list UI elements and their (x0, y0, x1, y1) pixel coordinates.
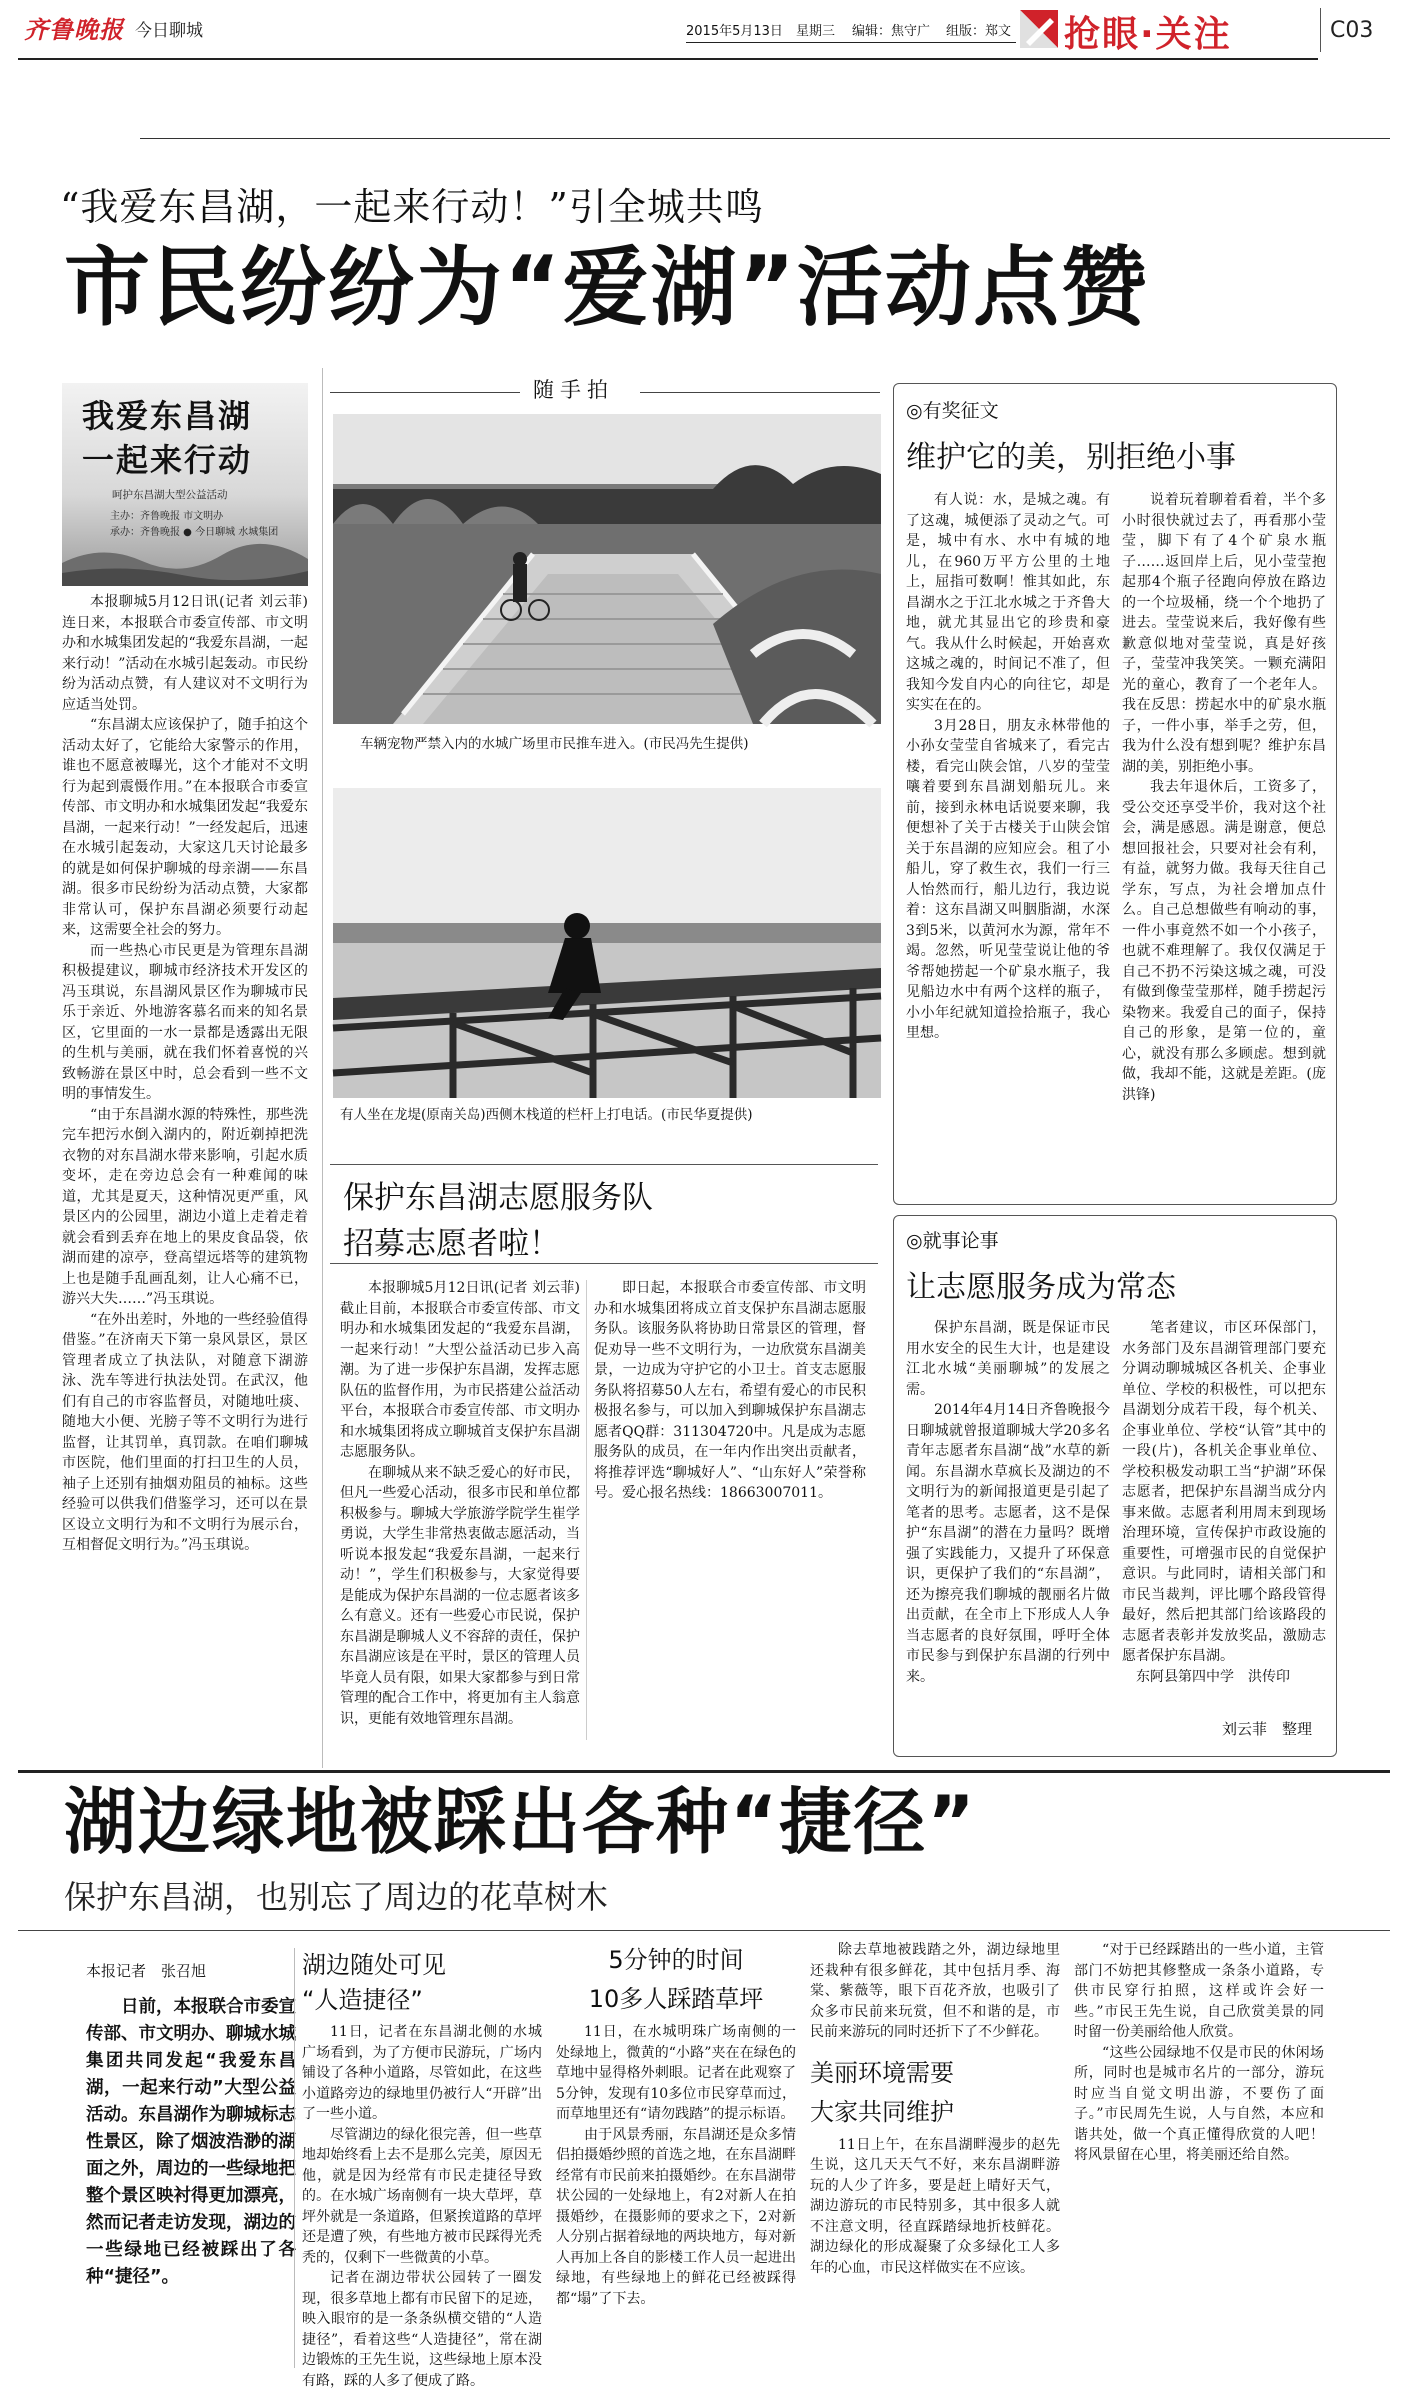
lead-paragraph: “东昌湖太应该保护了，随手拍这个活动太好了，它能给大家警示的作用，谁也不愿意被曝光，这个才能对不文明行为起到震慑作用。”在本报联合市委宣传部、市文明办和水城集团发起“我爱东昌湖，一起来行动！”一经发起后，迅速在水城引起轰动，大家这几天讨论最多的就是如何保护聊城的母亲湖——东昌湖。很多市民纷纷为活动点赞，大家都非常认可，保护东昌湖必须要行动起来，这需要全社会的努力。 (62, 717, 308, 938)
masthead-layout: 组版：郑文 (946, 24, 1012, 39)
essay2-paragraph: 保护东昌湖，既是保证市民用水安全的民生大计，也是建设江北水城“美丽聊城”的发展之需。 (906, 1320, 1110, 1398)
second-byline: 本报记者 张召旭 (86, 1962, 207, 1980)
volunteer-paragraph: 本报聊城5月12日讯(记者 刘云菲) 截止目前，本报联合市委宣传部、市文明办和水城集团发起的“我爱东昌湖，一起来行动！”大型公益活动已步入高潮。为了进一步保护东昌湖，发挥志愿队伍的监督作用，为市民搭建公益活动平台，本报联合市委宣传部、市文明办和水城集团将成立聊城首支保护东昌湖志愿服务队。 (340, 1280, 580, 1460)
second-subhead: 保护东昌湖，也别忘了周边的花草树木 (64, 1878, 609, 1916)
poster-line2: 一起来行动 (82, 441, 253, 479)
photos-header: 随手拍 (533, 378, 614, 402)
essay1-paragraph: 说着玩着聊着看着，半个多小时很快就过去了，再看那小莹莹，脚下有了4个矿泉水瓶子……返回岸上后，见小莹莹抱起那4个瓶子径跑向停放在路边的一个垃圾桶，绕一个个地扔了进去。莹莹说来后，我好像有些歉意似地对莹莹说，真是好孩子，莹莹冲我笑笑。一颗充满阳光的童心，教育了一个老年人。我在反思：捞起水中的矿泉水瓶子，一件小事，举手之劳，但，我为什么没有想到呢？维护东昌湖的美，别拒绝小事。 (1122, 492, 1326, 775)
poster-sub: 呵护东昌湖大型公益活动 (112, 489, 228, 501)
sub1-title-line1: 湖边随处可见 (302, 1951, 446, 1979)
volunteer-title-1: 保护东昌湖志愿服务队 (343, 1180, 653, 1216)
second-col-2 (302, 2022, 542, 2389)
photo-caption-1: 车辆宠物严禁入内的水城广场里市民推车进入。(市民冯先生提供) (360, 736, 749, 752)
lead-paragraph: “由于东昌湖水源的特殊性，那些洗完车把污水倒入湖内的，附近剃掉把洗衣物的对东昌湖水带来影响，引起水质变坏，走在旁边总会有一种难闻的味道，尤其是夏天，这种情况更严重，风景区内的公园里，湖边小道上走着走着就会看到丢弃在地上的果皮食品袋，依湖而建的凉亭，登高望远塔等的建筑物上也是随手乱画乱刻，让人心痛不已，游兴大失……”冯玉琪说。 (62, 1106, 308, 1307)
essay2-author: 东阿县第四中学 洪传印 (1136, 1668, 1290, 1685)
lead-paragraph: “在外出差时，外地的一些经验值得借鉴。”在济南天下第一泉风景区，景区管理者成立了执法队，对随意下湖游泳、洗车等进行执法处罚。在武汉，他们有自己的市容监督员，对随地吐痰、随地大小便、光膀子等不文明行为进行监督，让其罚单，真罚款。在咱们聊城市医院，他们里面的打扫卫生的人员，袖子上还别有抽烟劝阻员的袖标。这些经验可以供我们借鉴学习，还可以在景区设立文明行为和不文明行为展示台，互相督促文明行为。”冯玉琪说。 (62, 1311, 308, 1553)
photo-caption-2: 有人坐在龙堤(原南关岛)西侧木栈道的栏杆上打电话。(市民华夏提供) (340, 1107, 753, 1123)
second-intro (86, 1994, 296, 2324)
essay1-tag: ◎有奖征文 (906, 400, 999, 422)
second-headline: 湖边绿地被踩出各种“捷径” (64, 1780, 977, 1864)
volunteer-col-1 (340, 1278, 580, 1740)
second-paragraph: 11日，在水城明珠广场南侧的一处绿地上，微黄的“小路”夹在在绿色的草地中显得格外刺眼。记者在此观察了5分钟，发现有10多位市民穿草而过，而草地里还有“请勿践踏”的提示标语。 (556, 2024, 796, 2122)
essay2-paragraph: 笔者建议，市区环保部门，水务部门及东昌湖管理部门要充分调动聊城城区各机关、企事业单位、学校的积极性，可以把东昌湖划分成若干段，每个机关、企事业单位、学校“认管”其中的一段(片)，各机关企事业单位、学校积极发动职工当“护湖”环保志愿者，把保护东昌湖当成分内事来做。志愿者利用周末到现场治理环境，宣传保护市政设施的重要性，可增强市民的自觉保护意识。与此同时，请相关部门和市民当裁判，评比哪个路段管得最好，然后把其部门给该路段的志愿者表彰并发放奖品，激励志愿者保护东昌湖。 (1122, 1320, 1326, 1664)
poster-line1: 我爱东昌湖 (82, 397, 253, 435)
volunteer-title-2: 招募志愿者啦！ (343, 1226, 560, 1262)
masthead-editor: 编辑：焦守广 (852, 24, 931, 39)
essay2-tag: ◎就事论事 (906, 1230, 999, 1252)
sub2-title-line1: 5分钟的时间 (608, 1946, 744, 1974)
essay2-credit: 刘云菲 整理 (1222, 1720, 1313, 1738)
volunteer-paragraph: 在聊城从来不缺乏爱心的好市民，但凡一些爱心活动，很多市民和单位都积极参与。聊城大学旅游学院学生崔学勇说，大学生非常热衷做志愿活动，当听说本报发起“我爱东昌湖，一起来行动！”，学生们积极参与，大家觉得要是能成为保护东昌湖的一位志愿者该多么有意义。还有一些爱心市民说，保护东昌湖是聊城人义不容辞的责任，保护东昌湖应该是在平时，景区的管理人员毕竟人员有限，如果大家都参与到日常管理的配合工作中，将更加有主人翁意识，更能有效地管理东昌湖。 (340, 1464, 580, 1727)
second-paragraph: 除去草地被践踏之外，湖边绿地里还栽种有很多鲜花，其中包括月季、海棠、紫薇等，眼下百花齐放，也吸引了众多市民前来玩赏，但不和谐的是，市民前来游玩的同时还折下了不少鲜花。 (810, 1942, 1060, 2040)
second-col-3 (556, 1940, 796, 2370)
page-number: C03 (1330, 18, 1374, 43)
lead-kicker: “我爱东昌湖，一起来行动！”引全城共鸣 (60, 185, 764, 229)
second-intro-paragraph: 日前，本报联合市委宣传部、市文明办、聊城水城集团共同发起“我爱东昌湖，一起来行动”大型公益活动。东昌湖作为聊城标志性景区，除了烟波浩渺的湖面之外，周边的一些绿地把整个景区映衬得更加漂亮，然而记者走访发现，湖边的一些绿地已经被踩出了各种“捷径”。 (86, 1997, 296, 2287)
essay2-title: 让志愿服务成为常态 (906, 1270, 1176, 1305)
masthead-logo-black: 今日聊城 (135, 21, 203, 41)
essay1-paragraph: 我去年退休后，工资多了，受公交还享受半价，我对这个社会，满是感恩。满是谢意，便总想回报社会，只要对社会有利，有益，就努力做。我每天往自己学东，写点，为社会增加点什么。自己总想做些有响动的事，一件小事竟然不如一个小孩子，也就不难理解了。我仅仅满足于自己不扔不污染这城之魂，可没有做到像莹莹那样，随手捞起污染物来。我爱自己的面子，保持自己的形象，是第一位的，童心，就没有那么多顾虑。想到就做，我却不能，这就是差距。(庞洪锋) (1122, 779, 1326, 1103)
second-paragraph: 由于风景秀丽，东昌湖还是众多情侣拍摄婚纱照的首选之地，在东昌湖畔经常有市民前来拍摄婚纱。在东昌湖带状公园的一处绿地上，有2对新人在拍摄婚纱，在摄影师的要求之下，2对新人分别占据着绿地的两块地方，每对新人再加上各自的影楼工作人员一起进出绿地，有些绿地上的鲜花已经被踩得都“塌”了下去。 (556, 2126, 796, 2307)
second-paragraph: 11日上午，在东昌湖畔漫步的赵先生说，这几天天气不好，来东昌湖畔游玩的人少了许多，要是赶上晴好天气，湖边游玩的市民特别多，其中很多人就不注意文明，径直踩踏绿地折枝鲜花。湖边绿化的形成凝聚了众多绿化工人多年的心血，市民这样做实在不应该。 (810, 2136, 1060, 2276)
essay1-col-1 (906, 490, 1110, 1190)
poster-org1: 主办：齐鲁晚报 市文明办 (110, 511, 224, 522)
second-paragraph: 记者在湖边带状公园转了一圈发现，很多草地上都有市民留下的足迹，映入眼帘的是一条条纵横交错的“人造捷径”，看着这些“人造捷径”，常在湖边锻炼的王先生说，这些绿地上原本没有路，踩的人多了便成了路。 (302, 2270, 542, 2389)
lead-story (62, 592, 308, 1692)
sub3-title-line2: 大家共同维护 (810, 2097, 954, 2126)
lead-headline: 市民纷纷为“爱湖”活动点赞 (64, 238, 1150, 338)
essay2-col-2 (1122, 1318, 1326, 1698)
second-paragraph: “这些公园绿地不仅是市民的休闲场所，同时也是城市名片的一部分，游玩时应当自觉文明出游，不要伤了面子。”市民周先生说，人与自然，本应和谐共处，做一个真正懂得欣赏的人吧！将风景留在心里，将美丽还给自然。 (1074, 2044, 1324, 2163)
essay1-title: 维护它的美，别拒绝小事 (906, 440, 1236, 475)
section-icon (1020, 10, 1058, 48)
masthead-weekday: 星期三 (796, 24, 836, 39)
second-paragraph: 11日，记者在东昌湖北侧的水城广场看到，为了方便市民游玩，广场内铺设了各种小道路，尽管如此，在这些小道路旁边的绿地里仍被行人“开辟”出了一些小道。 (302, 2024, 542, 2122)
sub1-title-line2: “人造捷径” (302, 1986, 423, 2014)
essay1-paragraph: 有人说：水，是城之魂。有了这魂，城便添了灵动之气。可是，城中有水、水中有城的地儿，在960万平方公里的土地上，屈指可数啊！惟其如此，东昌湖水之于江北水城之于齐鲁大地，就尤其显出它的珍贵和豪气。我从什么时候起，开始喜欢这城之魂的，时间记不准了，但我知今发自内心的向往它，却是实实在在的。 (906, 492, 1110, 713)
second-paragraph: 尽管湖边的绿化很完善，但一些草地却始终看上去不是那么完美，原因无他，就是因为经常有市民走捷径导致的。在水城广场南侧有一块大草坪，草坪外就是一条道路，但紧挨道路的草坪还是遭了殃，有些地方被市民踩得光秃秃的，仅剩下一些微黄的小草。 (302, 2126, 542, 2266)
sub3-title-line1: 美丽环境需要 (810, 2058, 954, 2087)
volunteer-col-2 (594, 1278, 866, 1740)
masthead-date: 2015年5月13日 (686, 24, 783, 39)
lead-paragraph: 而一些热心市民更是为管理东昌湖积极提建议，聊城市经济技术开发区的冯玉琪说，东昌湖风景区作为聊城市民乐于亲近、外地游客慕名而来的知名景区，它里面的一水一景都是透露出无限的生机与美丽，就在我们怀着喜悦的兴致畅游在景区中时，总会看到一些不文明的事情发生。 (62, 942, 308, 1102)
lead-paragraph: 本报聊城5月12日讯(记者 刘云菲) 连日来，本报联合市委宣传部、市文明办和水城集团发起的“我爱东昌湖，一起来行动！”活动在水城引起轰动。市民纷纷为活动点赞，有人建议对不文明行为应适当处罚。 (62, 594, 308, 713)
second-col-4 (810, 1940, 1060, 2370)
sub2-title-line2: 10多人踩踏草坪 (588, 1985, 764, 2013)
campaign-poster (62, 383, 308, 586)
second-paragraph: “对于已经踩踏出的一些小道，主管部门不妨把其修整成一条条小道路，专供市民穿行拍照，这样或许会好一些。”市民王先生说，自己欣赏美景的同时留一份美丽给他人欣赏。 (1074, 1942, 1324, 2040)
second-col-5 (1074, 1940, 1324, 2370)
section-title: 抢眼·关注 (1064, 14, 1232, 55)
photo-bridge (333, 414, 881, 724)
essay1-paragraph: 3月28日，朋友永林带他的小孙女莹莹自省城来了，看完古楼，看完山陕会馆，八岁的莹莹嚷着要到东昌湖划船玩儿。来前，接到永林电话说要来聊，我便想补了关于古楼关于山陕会馆关于东昌湖的应知应会。租了小船儿，穿了救生衣，我们一行三人怡然而行，船儿边行，我边说着：这东昌湖又叫胭脂湖，水深3到5米，以黄河水为源，常年不竭。忽然，听见莹莹说让他的爷爷帮她捞起一个矿泉水瓶子，我见船边水中有两个这样的瓶子，小小年纪就知道捡拾瓶子，我心里想。 (906, 717, 1110, 1041)
essay2-col-1 (906, 1318, 1110, 1698)
poster-org2: 承办：齐鲁晚报 ● 今日聊城 水城集团 (110, 527, 279, 538)
masthead-logo-red: 齐鲁晚报 (24, 15, 124, 44)
volunteer-paragraph: 即日起，本报联合市委宣传部、市文明办和水城集团将成立首支保护东昌湖志愿服务队。该服务队将协助日常景区的管理，督促劝导一些不文明行为，一边欣赏东昌湖美景，一边成为守护它的小卫士。首支志愿服务队将招募50人左右，希望有爱心的市民积极报名参与，可以加入到聊城保护东昌湖志愿者QQ群：311304720中。凡是成为志愿服务队的成员，在一年内作出突出贡献者，将推荐评选“聊城好人”、“山东好人”荣誉称号。爱心报名热线：18663007011。 (594, 1280, 866, 1501)
photo-boardwalk (333, 788, 881, 1098)
masthead (0, 0, 1409, 60)
essay1-col-2 (1122, 490, 1326, 1190)
essay2-paragraph: 2014年4月14日齐鲁晚报今日聊城就曾报道聊城大学20多名青年志愿者东昌湖“战”水草的新闻。东昌湖水草疯长及湖边的不文明行为的新闻报道更是引起了笔者的思考。志愿者，这不是保护“东昌湖”的潜在力量吗？既增强了实践能力，又提升了环保意识，更保护了我们的“东昌湖”，还为擦亮我们聊城的靓丽名片做出贡献，在全市上下形成人人争当志愿者的良好氛围，呼吁全体市民参与到保护东昌湖的行列中来。 (906, 1402, 1110, 1685)
